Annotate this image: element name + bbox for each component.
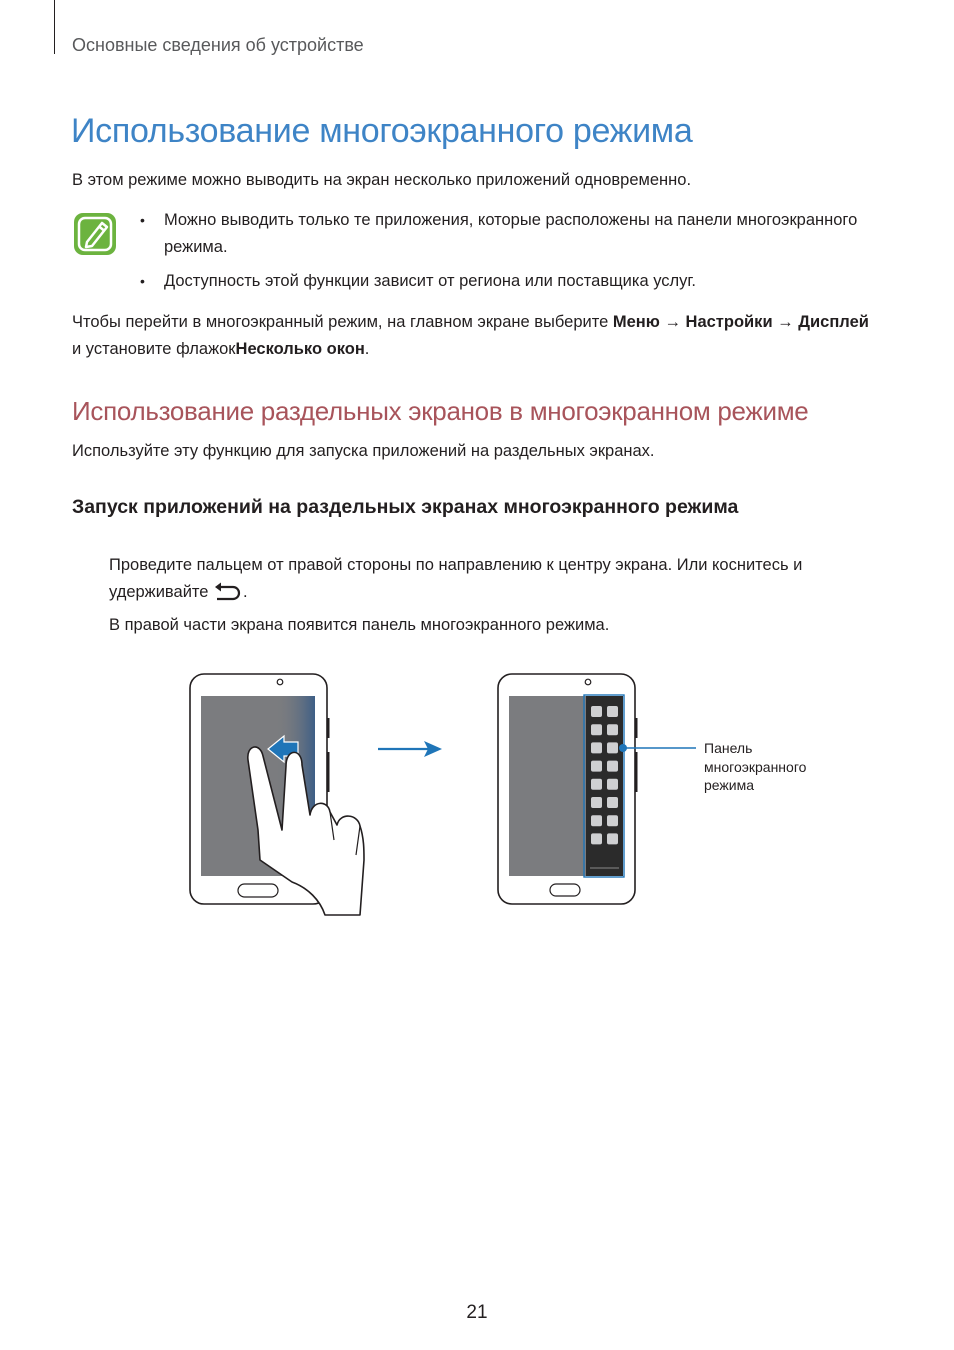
back-icon [213,581,243,601]
app-tile-icon [607,815,618,826]
app-tile-icon [591,779,602,790]
app-tile-icon [607,797,618,808]
app-tile-icon [591,724,602,735]
app-tile-icon [591,833,602,844]
page-number: 21 [466,1302,488,1323]
app-tile-icon [607,724,618,735]
app-tile-icon [607,779,618,790]
note-list [140,207,860,302]
tray-callout-label: Панель многоэкранного режима [704,740,807,793]
app-tile-icon [591,761,602,772]
running-head: Основные сведения об устройстве [72,35,364,55]
tablet-before [190,674,364,915]
section-title: Использование раздельных экранов в многоэкранном режиме [72,396,809,426]
settings-label: Настройки [685,313,773,331]
margin-rule [54,0,55,54]
subsection-title: Запуск приложений на раздельных экранах многоэкранного режима [72,496,739,518]
step-1: Проведите пальцем от правой стороны по направлению к центру экрана. Или коснитесь и удерживайте . [109,556,803,601]
app-tile-icon [607,833,618,844]
app-tile-icon [591,742,602,753]
app-tile-icon [607,761,618,772]
app-tile-icon [591,797,602,808]
page-title: Использование многоэкранного режима [71,112,693,150]
display-label: Дисплей [798,313,869,331]
instruction-paragraph: Чтобы перейти в многоэкранный режим, на главном экране выберите Меню → Настройки → Дисплей и установите флажокНесколько окон. [72,313,869,358]
tablet-after [498,674,696,904]
app-tile-icon [591,815,602,826]
multi-window-label: Несколько окон [235,340,365,358]
section-description: Используйте эту функцию для запуска приложений на раздельных экранах. [72,442,655,460]
step-2: В правой части экрана появится панель многоэкранного режима. [109,616,610,634]
note-item: • Доступность этой функции зависит от региона или поставщика услуг. [140,272,696,290]
note-item: • Можно выводить только те приложения, которые расположены на панели многоэкранного режима. [140,211,858,256]
intro-paragraph: В этом режиме можно выводить на экран несколько приложений одновременно. [72,171,692,189]
app-tile-icon [607,706,618,717]
app-tile-icon [591,706,602,717]
note-pencil-icon [72,211,118,257]
transition-arrow-icon [378,741,442,757]
menu-label: Меню [612,313,660,331]
app-tile-icon [607,742,618,753]
